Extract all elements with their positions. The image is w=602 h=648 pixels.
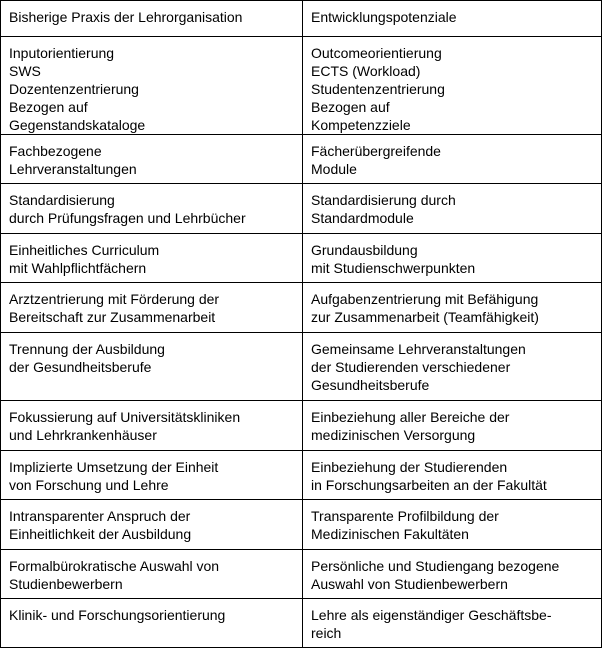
cell-text-line: Bezogen auf (311, 99, 390, 115)
cell-text-line: Aufgabenzentrierung mit Befähigung (311, 291, 539, 307)
table-row (1, 184, 602, 234)
header-row (1, 1, 602, 37)
table-row (1, 333, 602, 401)
cell-text-line: zur Zusammenarbeit (Teamfähigkeit) (311, 309, 539, 325)
cell-current-practice (1, 234, 303, 283)
cell-current-practice (1, 401, 303, 451)
cell-text-line: Fachbezogene (9, 143, 102, 159)
cell-text-line: Bezogen auf (9, 99, 88, 115)
cell-text-line: Fächerübergreifende (311, 143, 441, 159)
cell-text-line: Module (311, 161, 357, 177)
cell-text-line: durch Prüfungsfragen und Lehrbücher (9, 210, 246, 226)
cell-text-line: Lehre als eigenständiger Geschäftsbe- (311, 607, 552, 623)
cell-development-potential (303, 234, 602, 283)
cell-text-line: Einbeziehung der Studierenden (311, 459, 508, 475)
cell-development-potential (303, 283, 602, 333)
cell-text-line: Fokussierung auf Universitätskliniken (9, 409, 241, 425)
cell-text-line: Gemeinsame Lehrveranstaltungen (311, 341, 526, 357)
cell-text-line: Intransparenter Anspruch der (9, 508, 191, 524)
cell-text-line: ECTS (Workload) (311, 63, 421, 79)
cell-text-line: Standardmodule (311, 210, 414, 226)
cell-text-line: mit Wahlpflichtfächern (9, 260, 147, 276)
cell-text-line: medizinischen Versorgung (311, 427, 476, 443)
cell-development-potential (303, 37, 602, 135)
cell-text-line: Studienbewerbern (9, 576, 123, 592)
cell-text-line: Transparente Profilbildung der (311, 508, 499, 524)
cell-text-line: Studentenzentrierung (311, 81, 445, 97)
cell-development-potential (303, 451, 602, 500)
cell-current-practice (1, 451, 303, 500)
table-row (1, 599, 602, 648)
cell-text-line: Standardisierung durch (311, 192, 456, 208)
cell-text-line: Einbeziehung aller Bereiche der (311, 409, 510, 425)
cell-text-line: Kompetenzziele (311, 117, 411, 133)
cell-text-line: Dozentenzentrierung (9, 81, 139, 97)
cell-text-line: Bereitschaft zur Zusammenarbeit (9, 309, 216, 325)
table-row (1, 37, 602, 135)
cell-text-line: Standardisierung (9, 192, 115, 208)
cell-text-line: Medizinischen Fakultäten (311, 526, 469, 542)
cell-text-line: Formalbürokratische Auswahl von (9, 558, 220, 574)
cell-text-line: Auswahl von Studienbewerbern (311, 576, 508, 592)
table-row (1, 401, 602, 451)
table-row (1, 283, 602, 333)
cell-text-line: Einheitliches Curriculum (9, 242, 160, 258)
cell-text-line: mit Studienschwerpunkten (311, 260, 476, 276)
cell-current-practice (1, 599, 303, 648)
cell-current-practice (1, 550, 303, 599)
cell-text-line: von Forschung und Lehre (9, 477, 169, 493)
cell-text-line: Implizierte Umsetzung der Einheit (9, 459, 219, 475)
cell-current-practice (1, 283, 303, 333)
cell-development-potential (303, 500, 602, 550)
cell-text-line: Inputorientierung (9, 45, 115, 61)
cell-development-potential (303, 333, 602, 401)
header-cell-right (303, 1, 602, 37)
table-row (1, 135, 602, 184)
table-body (1, 1, 602, 648)
cell-text-line: SWS (9, 63, 41, 79)
cell-text-line: der Studierenden verschiedener (311, 359, 511, 375)
table-row (1, 500, 602, 550)
cell-text-line: in Forschungsarbeiten an der Fakultät (311, 477, 547, 493)
cell-text-line: Lehrveranstaltungen (9, 161, 137, 177)
header-label-right: Entwicklungspotenziale (311, 9, 457, 25)
cell-text-line: Gesundheitsberufe (311, 377, 430, 393)
table-row (1, 451, 602, 500)
cell-current-practice (1, 135, 303, 184)
cell-development-potential (303, 550, 602, 599)
cell-text-line: der Gesundheitsberufe (9, 359, 152, 375)
cell-development-potential (303, 599, 602, 648)
table-row (1, 550, 602, 599)
cell-text-line: Einheitlichkeit der Ausbildung (9, 526, 192, 542)
header-cell-left (1, 1, 303, 37)
cell-text-line: Arztzentrierung mit Förderung der (9, 291, 220, 307)
cell-text-line: Gegenstandskataloge (9, 117, 146, 133)
cell-current-practice (1, 500, 303, 550)
cell-text-line: Klinik- und Forschungsorientierung (9, 607, 226, 623)
cell-text-line: Outcomeorientierung (311, 45, 442, 61)
header-label-left: Bisherige Praxis der Lehrorganisation (9, 9, 243, 25)
cell-development-potential (303, 184, 602, 234)
cell-text-line: Trennung der Ausbildung (9, 341, 165, 357)
cell-text-line: und Lehrkrankenhäuser (9, 427, 157, 443)
cell-development-potential (303, 401, 602, 451)
cell-current-practice (1, 333, 303, 401)
cell-current-practice (1, 184, 303, 234)
cell-text-line: reich (311, 625, 342, 641)
table-row (1, 234, 602, 283)
cell-text-line: Grundausbildung (311, 242, 418, 258)
cell-text-line: Persönliche und Studiengang bezogene (311, 558, 560, 574)
cell-current-practice (1, 37, 303, 135)
cell-development-potential (303, 135, 602, 184)
